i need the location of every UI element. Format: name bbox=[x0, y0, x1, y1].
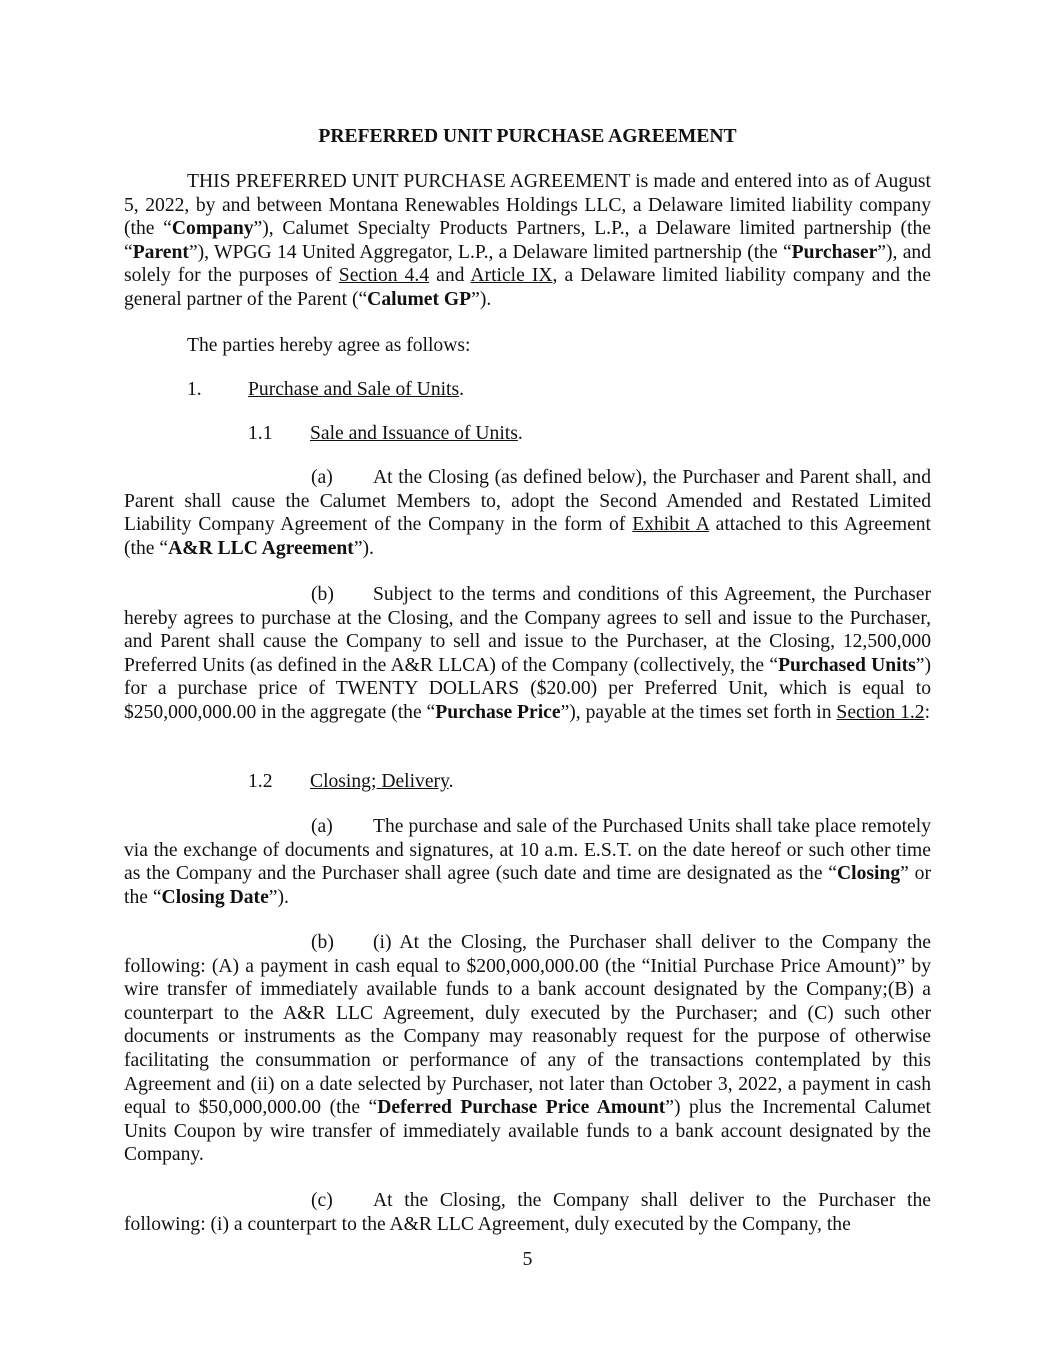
section-1-2-heading bbox=[310, 770, 454, 794]
section-1-2-number: 1.2 bbox=[248, 771, 273, 792]
clause-1-1-a bbox=[124, 466, 931, 560]
clause-text: The purchase and sale of the Purchased Units shall take place remotely via the exchange of documents and signatures, at 10 a.m. E.S.T. on the date hereof or such other time as the Company and the Purchaser shall agree (such date and time are designated as the “ bbox=[124, 816, 931, 885]
clause-label: (b) bbox=[311, 932, 334, 953]
section-reference: Section 4.4 bbox=[338, 265, 430, 287]
section-1-1-number: 1.1 bbox=[248, 423, 273, 444]
clause-text: ”). bbox=[353, 537, 374, 559]
page-number: 5 bbox=[522, 1249, 533, 1270]
heading-period: . bbox=[459, 379, 465, 400]
clause-label: (a) bbox=[311, 816, 333, 837]
clause-text: attached to this Agreement (the “ bbox=[124, 514, 932, 559]
clause-text: At the Closing (as defined below), the Purchaser and Parent shall, and Parent shall cause the Calumet Members to, adopt the Second Amended and Restated Limited Liability Company Agreement of the Company in the form of bbox=[124, 467, 931, 536]
clause-text: ” or the “ bbox=[124, 863, 931, 908]
clause-label: (c) bbox=[311, 1190, 333, 1211]
section-reference: Section 1.2 bbox=[836, 701, 925, 723]
clause-label: (a) bbox=[311, 467, 333, 488]
exhibit-reference: Exhibit A bbox=[632, 514, 709, 536]
section-1-1-heading bbox=[310, 422, 523, 446]
intro-paragraph bbox=[124, 170, 931, 312]
clause-1-2-a bbox=[124, 815, 931, 909]
clause-1-2-c bbox=[124, 1189, 931, 1236]
section-1-title: Purchase and Sale of Units bbox=[248, 379, 460, 400]
defined-term-parent: Parent bbox=[132, 241, 189, 263]
clause-text: ”) for a purchase price of TWENTY DOLLARS ($20.00) per Preferred Unit, which is equal to $250,000,000.00 in the aggregate (the “ bbox=[124, 654, 932, 723]
intro-text: ”), WPGG 14 United Aggregator, L.P., a Delaware limited partnership (the “ bbox=[188, 241, 792, 263]
intro-text: ”), Calumet Specialty Products Partners, L.P., a Delaware limited partnership (the “ bbox=[124, 218, 931, 263]
intro-text: and bbox=[429, 265, 471, 287]
heading-period: . bbox=[448, 771, 454, 792]
section-1-2-title: Closing; Delivery bbox=[310, 771, 449, 792]
clause-1-1-b bbox=[124, 583, 931, 725]
intro-text: ”), and solely for the purposes of bbox=[124, 241, 931, 287]
defined-term-purchaser: Purchaser bbox=[791, 241, 878, 263]
clause-text: (i) At the Closing, the Purchaser shall deliver to the Company the following: (A) a payment in cash equal to $200,000,000.00 (the “Initial Purchase Price Amount)” by wire transfer of immediately available funds to a bank account designated by the Company;(B) a counterpart to the A&R LLC Agreement, duly executed by the Purchaser; and (C) such other documents or instruments as the Company may reasonably request for the purpose of otherwise facilitating the consummation or performance of any of the transactions contemplated by this Agreement and (ii) on a date selected by Purchaser, not later than October 3, 2022, a payment in cash equal to $50,000,000.00 (the “ bbox=[124, 932, 931, 1119]
intro-text: , a Delaware limited liability company and the general partner of the Parent (“ bbox=[124, 265, 931, 310]
defined-term-ar-llc-agreement: A&R LLC Agreement bbox=[168, 537, 354, 559]
defined-term-purchase-price: Purchase Price bbox=[435, 701, 561, 723]
article-reference: Article IX bbox=[470, 265, 553, 287]
agreement-statement: The parties hereby agree as follows: bbox=[187, 335, 471, 356]
intro-text: THIS PREFERRED UNIT PURCHASE AGREEMENT is made and entered into as of August 5, 2022, by and between Montana Renewables Holdings LLC, a Delaware limited liability company (the “ bbox=[124, 171, 931, 240]
clause-text: At the Closing, the Company shall deliver to the Purchaser the following: (i) a counterpart to the A&R LLC Agreement, duly executed by the Company, the bbox=[124, 1190, 931, 1235]
document-title: PREFERRED UNIT PURCHASE AGREEMENT bbox=[318, 126, 737, 147]
defined-term-closing: Closing bbox=[837, 863, 901, 885]
clause-text: : bbox=[924, 701, 931, 723]
section-1-1-title: Sale and Issuance of Units bbox=[310, 423, 518, 444]
defined-term-company: Company bbox=[171, 218, 254, 240]
section-1-number: 1. bbox=[187, 379, 202, 400]
clause-1-2-b bbox=[124, 931, 931, 1167]
clause-text: Subject to the terms and conditions of this Agreement, the Purchaser hereby agrees to purchase at the Closing, and the Company agrees to sell and issue to the Purchaser, and Parent shall cause the Company to sell and issue to the Purchaser, at the Closing, 12,500,000 Preferred Units (as defined in the A&R LLCA) of the Company (collectively, the “ bbox=[124, 584, 931, 676]
defined-term-purchased-units: Purchased Units bbox=[778, 654, 916, 676]
intro-text: ”). bbox=[471, 288, 492, 310]
defined-term-calumet-gp: Calumet GP bbox=[367, 288, 472, 310]
defined-term-deferred-purchase-price-amount: Deferred Purchase Price Amount bbox=[377, 1097, 666, 1119]
heading-period: . bbox=[517, 423, 523, 444]
defined-term-closing-date: Closing Date bbox=[161, 886, 269, 908]
clause-label: (b) bbox=[311, 584, 334, 605]
clause-text: ”). bbox=[268, 886, 289, 908]
clause-text: ”) plus the Incremental Calumet Units Coupon by wire transfer of immediately available funds to a bank account designated by the Company. bbox=[124, 1097, 931, 1166]
section-1-heading bbox=[248, 378, 464, 402]
clause-text: ”), payable at the times set forth in bbox=[560, 701, 837, 723]
